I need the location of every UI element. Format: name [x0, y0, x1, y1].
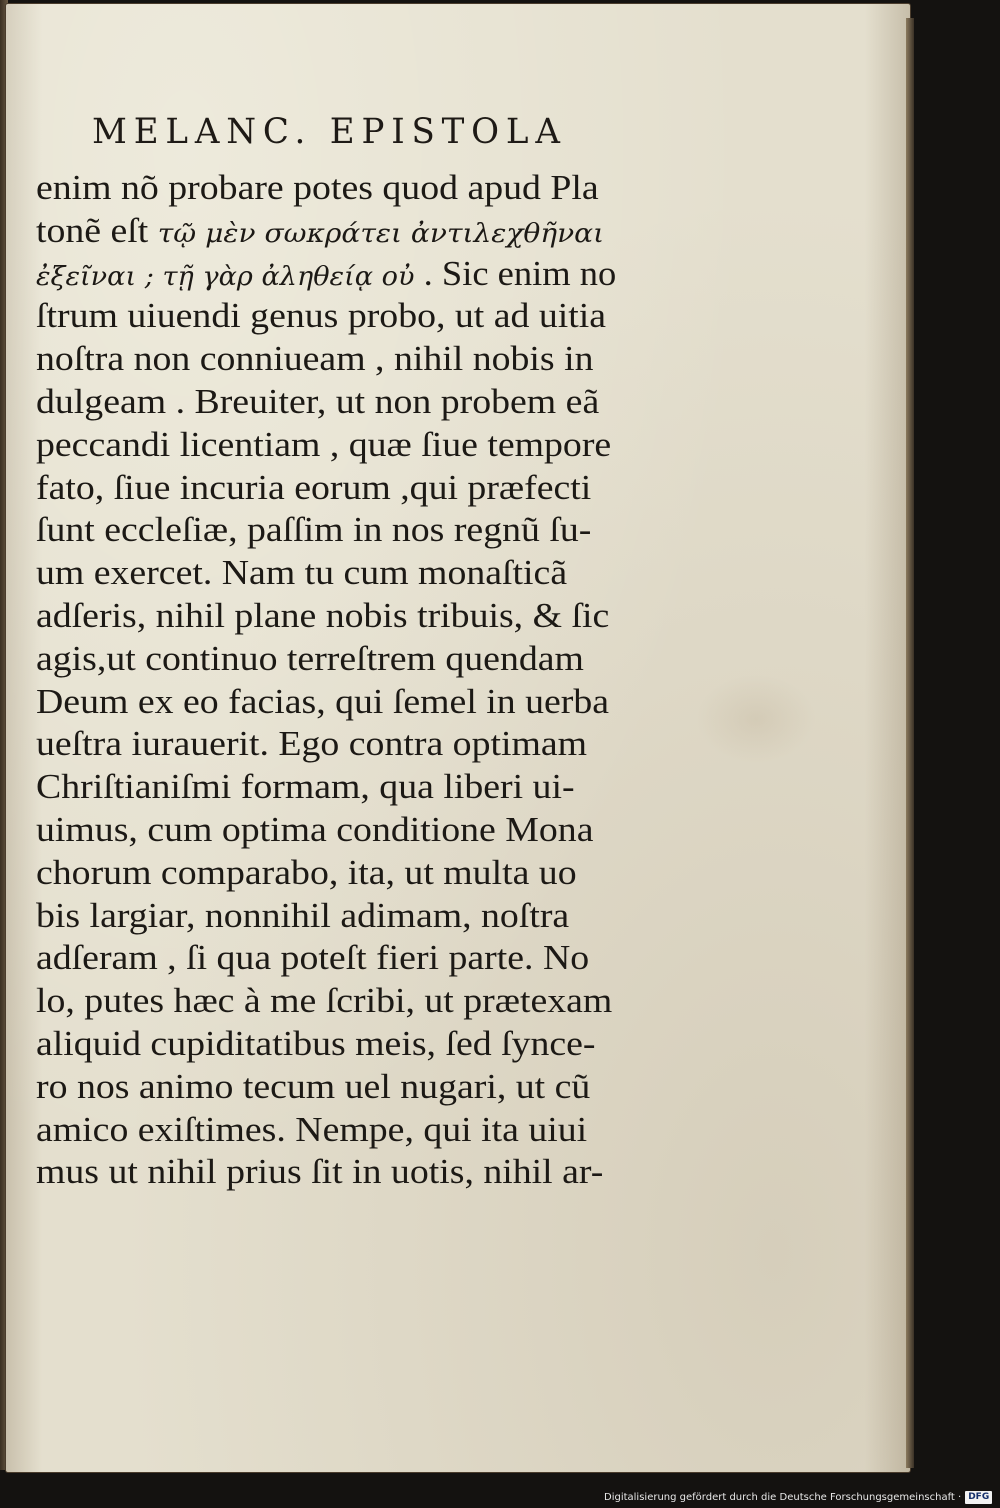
text-line: [36, 723, 673, 766]
latin-text: amico exiſtimes. Nempe, qui ita uiui: [36, 1109, 588, 1149]
running-head: MELANC. EPISTOLA: [92, 112, 567, 152]
latin-text: adſeram , ſi qua poteſt fieri parte. No: [36, 938, 590, 978]
digitization-credit: [604, 1490, 992, 1505]
text-line: [36, 681, 673, 724]
text-line: [36, 295, 673, 338]
latin-text: um exercet. Nam tu cum monaſticã: [36, 553, 568, 593]
page-edge-right: [906, 18, 914, 1468]
latin-text: . Sic enim no: [414, 253, 617, 293]
text-line: [36, 1151, 673, 1194]
latin-text: adſeris, nihil plane nobis tribuis, & ſic: [36, 595, 610, 635]
latin-text: fato, ſiue incuria eorum ,qui præfecti: [36, 467, 592, 507]
text-line: [36, 595, 673, 638]
latin-text: bis largiar, nonnihil adimam, noſtra: [36, 895, 570, 935]
latin-text: dulgeam . Breuiter, ut non probem eã: [36, 381, 600, 421]
latin-text: agis,ut continuo terreſtrem quendam: [36, 638, 584, 678]
text-line: [36, 1023, 673, 1066]
text-line: [36, 381, 673, 424]
text-line: [36, 1109, 673, 1152]
paper-stain: [696, 674, 816, 764]
greek-quotation: τῷ μὲν σωκράτει ἀντιλεχθῆναι: [157, 218, 605, 249]
latin-text: tonẽ eſt: [36, 210, 158, 250]
text-line: [36, 980, 673, 1023]
latin-text: ſtrum uiuendi genus probo, ut ad uitia: [36, 296, 607, 336]
text-line: [36, 638, 673, 681]
latin-text: ueſtra iurauerit. Ego contra optimam: [36, 724, 588, 764]
greek-quotation: ἐξεῖναι ; τῇ γὰρ ἀληθείᾳ οὐ: [36, 261, 415, 292]
book-page: [6, 4, 910, 1472]
text-line: [36, 552, 673, 595]
dfg-logo: DFG: [965, 1491, 992, 1504]
text-line: [36, 210, 673, 253]
text-line: [36, 167, 673, 210]
latin-text: peccandi licentiam , quæ ſiue tempore: [36, 424, 612, 464]
latin-text: ro nos animo tecum uel nugari, ut cũ: [36, 1066, 591, 1106]
latin-text: Chriſtianiſmi formam, qua liberi ui-: [36, 767, 575, 807]
latin-text: lo, putes hæc à me ſcribi, ut prætexam: [36, 981, 613, 1021]
text-line: [36, 253, 651, 296]
latin-text: uimus, cum optima conditione Mona: [36, 809, 594, 849]
text-line: [36, 852, 673, 895]
text-line: [36, 766, 673, 809]
latin-text: mus ut nihil prius ſit in uotis, nihil ar-: [36, 1152, 604, 1192]
text-line: [36, 467, 673, 510]
latin-text: Deum ex eo facias, qui ſemel in uerba: [36, 681, 610, 721]
text-line: [36, 895, 673, 938]
latin-text: noſtra non conniueam , nihil nobis in: [36, 339, 594, 379]
latin-text: ſunt eccleſiæ, paſſim in nos regnũ ſu-: [36, 510, 592, 550]
latin-text: enim nõ probare potes quod apud Pla: [36, 168, 599, 207]
latin-text: aliquid cupiditatibus meis, ſed ſynce-: [36, 1023, 596, 1063]
body-text: [36, 167, 626, 1194]
latin-text: chorum comparabo, ita, ut multa uo: [36, 852, 577, 892]
text-line: [36, 509, 673, 552]
credit-text: Digitalisierung gefördert durch die Deutsche Forschungsgemeinschaft ·: [604, 1492, 962, 1503]
text-line: [36, 1066, 673, 1109]
text-line: [36, 809, 673, 852]
text-line: [36, 424, 673, 467]
text-line: [36, 937, 673, 980]
text-line: [36, 338, 673, 381]
